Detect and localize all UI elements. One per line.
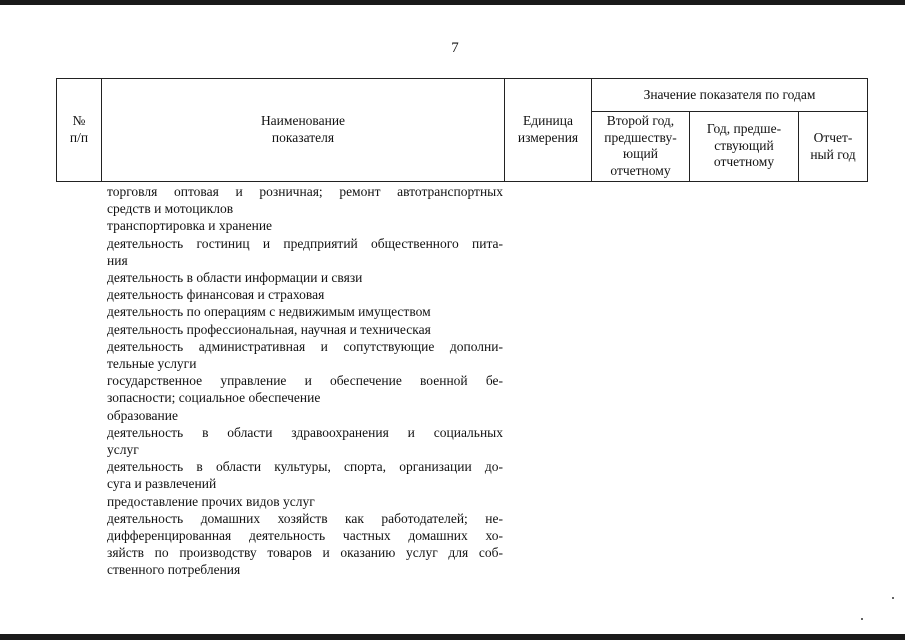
- indicator-line: средств и мотоциклов: [107, 201, 234, 217]
- header-reporting-year-text: Отчет- ный год: [810, 130, 856, 162]
- indicator-line: предоставление прочих видов услуг: [107, 493, 315, 509]
- indicator-line: деятельность в области информации и связи: [107, 270, 363, 286]
- header-unit-text: Единица измерения: [517, 113, 579, 145]
- indicator-list: [107, 183, 503, 579]
- indicator-line: деятельность в области здравоохранения и социальных: [107, 424, 503, 440]
- header-prior-year: [690, 121, 798, 171]
- indicator-item: [107, 424, 503, 458]
- header-unit: [505, 113, 591, 146]
- indicator-item: [107, 303, 503, 320]
- scan-speck: [861, 618, 863, 620]
- indicator-line: суга и развлечений: [107, 476, 217, 492]
- indicator-line: деятельность по операциям с недвижимым имуществом: [107, 304, 431, 320]
- indicator-item: [107, 217, 503, 234]
- indicator-line: деятельность профессиональная, научная и техническая: [107, 321, 431, 337]
- indicator-line: деятельность в области культуры, спорта, организации до-: [107, 459, 503, 475]
- header-reporting-year: [799, 130, 867, 163]
- group-header-divider: [591, 111, 868, 112]
- header-value-by-years-text: Значение показателя по годам: [643, 87, 816, 102]
- indicator-line: услуг: [107, 442, 139, 458]
- header-indicator-name: [102, 113, 504, 146]
- header-second-prior-year-text: Второй год, предшеству- ющий отчетному: [604, 113, 677, 178]
- indicator-line: образование: [107, 407, 178, 423]
- header-prior-year-text: Год, предше- ствующий отчетному: [706, 121, 782, 169]
- indicator-item: [107, 235, 503, 269]
- indicator-line: зопасности; социальное обеспечение: [107, 390, 321, 406]
- indicator-item: [107, 321, 503, 338]
- indicator-line: торговля оптовая и розничная; ремонт автотранспортных: [107, 184, 503, 199]
- header-number-text: № п/п: [69, 113, 89, 145]
- indicator-line: транспортировка и хранение: [107, 218, 273, 234]
- indicator-line: деятельность гостиниц и предприятий общественного пита-: [107, 235, 503, 251]
- indicator-line: деятельность домашних хозяйств как работодателей; не-: [107, 510, 503, 526]
- table-top-border: [56, 78, 868, 79]
- indicator-line: ственного потребления: [107, 562, 241, 578]
- indicator-item: [107, 510, 503, 579]
- indicator-item: [107, 338, 503, 372]
- indicator-item: [107, 286, 503, 303]
- scan-bottom-border: [0, 634, 905, 640]
- scan-top-border: [0, 0, 905, 5]
- indicator-line: государственное управление и обеспечение военной бе-: [107, 373, 503, 389]
- indicator-line: деятельность административная и сопутствующие дополни-: [107, 338, 503, 354]
- header-indicator-name-text: Наименование показателя: [260, 113, 346, 145]
- table-right-border: [867, 78, 868, 182]
- indicator-item: [107, 493, 503, 510]
- indicator-line: дифференцированная деятельность частных домашних хо-: [107, 528, 503, 544]
- indicator-item: [107, 183, 503, 217]
- indicator-item: [107, 269, 503, 286]
- page-number: 7: [451, 40, 459, 56]
- indicator-line: деятельность финансовая и страховая: [107, 287, 325, 303]
- indicator-table-header: [56, 78, 868, 182]
- table-header-bottom-border: [56, 181, 868, 182]
- indicator-item: [107, 372, 503, 406]
- indicator-item: [107, 458, 503, 492]
- header-value-by-years: [592, 87, 867, 104]
- header-number: [57, 113, 101, 146]
- indicator-line: тельные услуги: [107, 356, 197, 372]
- header-second-prior-year: [592, 113, 689, 179]
- indicator-line: зяйств по производству товаров и оказанию услуг для соб-: [107, 545, 503, 561]
- scan-speck: [892, 597, 894, 599]
- indicator-item: [107, 407, 503, 424]
- indicator-line: ния: [107, 252, 128, 268]
